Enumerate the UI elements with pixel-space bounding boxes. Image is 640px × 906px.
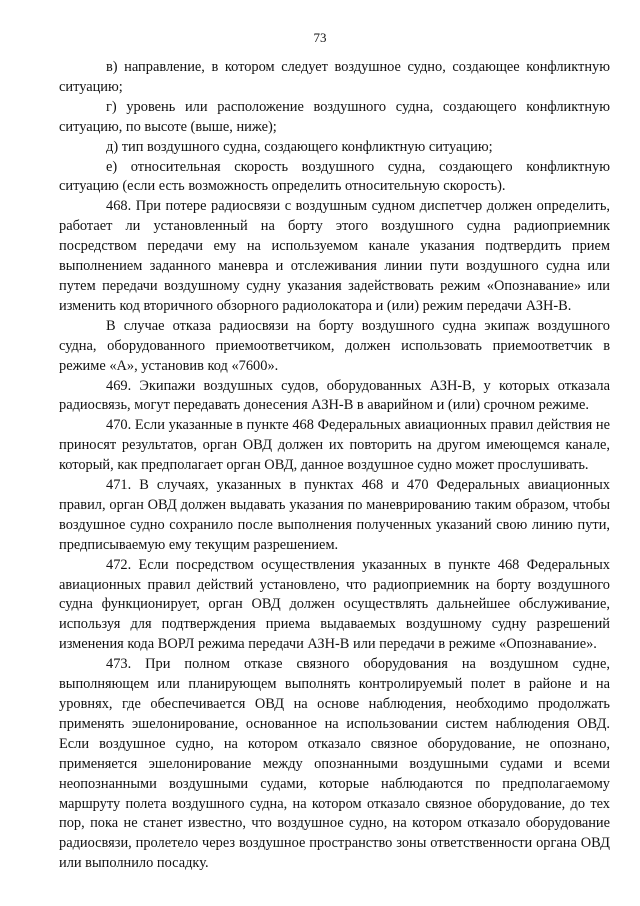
paragraph-468-transponder: В случае отказа радиосвязи на борту воздушного судна экипаж воздушного судна, оборудованного приемоответчиком, должен использовать приемоответчик в режиме «А», установив код «7600». <box>59 317 610 374</box>
paragraph-item-g: г) уровень или расположение воздушного судна, создающего конфликтную ситуацию, по высоте (выше, ниже); <box>59 98 610 135</box>
paragraph-471: 471. В случаях, указанных в пунктах 468 и 470 Федеральных авиационных правил, орган ОВД должен выдавать указания по маневрированию таким образом, чтобы воздушное судно сохранило после выполнения полученных указаний свою линию пути, предписываемую ему текущим разрешением. <box>59 477 610 553</box>
paragraph-470: 470. Если указанные в пункте 468 Федеральных авиационных правил действия не приносят результатов, орган ОВД должен их повторить на другом имеющемся канале, который, как предполагает орган ОВД, данное воздушное судно может прослушивать. <box>59 417 610 474</box>
paragraph-item-e: е) относительная скорость воздушного судна, создающего конфликтную ситуацию (если есть возможность определить относительную скорость). <box>59 158 610 195</box>
page-number: 73 <box>313 30 327 45</box>
paragraph-item-d: д) тип воздушного судна, создающего конфликтную ситуацию; <box>106 138 493 155</box>
document-body <box>59 58 610 874</box>
paragraph-468: 468. При потере радиосвязи с воздушным судном диспетчер должен определить, работает ли установленный на борту этого воздушного судна радиоприемник посредством передачи ему на используемом канале указания подтвердить прием выполнением заданного маневра и отслеживания линии пути воздушного судна или путем передачи воздушному судну указания задействовать режим «Опознавание» или изменить код вторичного обзорного радиолокатора и (или) режим передачи АЗН-В. <box>59 198 610 314</box>
paragraph-469: 469. Экипажи воздушных судов, оборудованных АЗН-В, у которых отказала радиосвязь, могут передавать донесения АЗН-В в аварийном и (или) срочном режиме. <box>59 377 610 414</box>
paragraph-473: 473. При полном отказе связного оборудования на воздушном судне, выполняющем или планирующем выполнять контролируемый полет в районе и на уровнях, где обеспечивается ОВД на основе наблюдения, необходимо продолжать применять эшелонирование, основанное на использовании систем наблюдения ОВД. Если воздушное судно, на котором отказало связное оборудование, не опознано, применяется эшелонирование между опознанными воздушными судами и всеми неопознанными воздушными судами, которые наблюдаются по предполагаемому маршруту полета воздушного судна, на котором отказало связное оборудование, до тех пор, пока не станет известно, что воздушное судно, на котором отказало оборудование радиосвязи, пролетело через воздушное пространство зоны ответственности органа ОВД или выполнило посадку. <box>59 656 610 872</box>
paragraph-472: 472. Если посредством осуществления указанных в пункте 468 Федеральных авиационных правил действий установлено, что радиоприемник на борту воздушного судна функционирует, орган ОВД должен осуществлять дальнейшее обслуживание, используя для подтверждения приема выдаваемых воздушному судну разрешений изменения кода ВОРЛ режима передачи АЗН-В или передачи в режиме «Опознавание». <box>59 556 610 653</box>
paragraph-item-v: в) направление, в котором следует воздушное судно, создающее конфликтную ситуацию; <box>59 59 610 95</box>
